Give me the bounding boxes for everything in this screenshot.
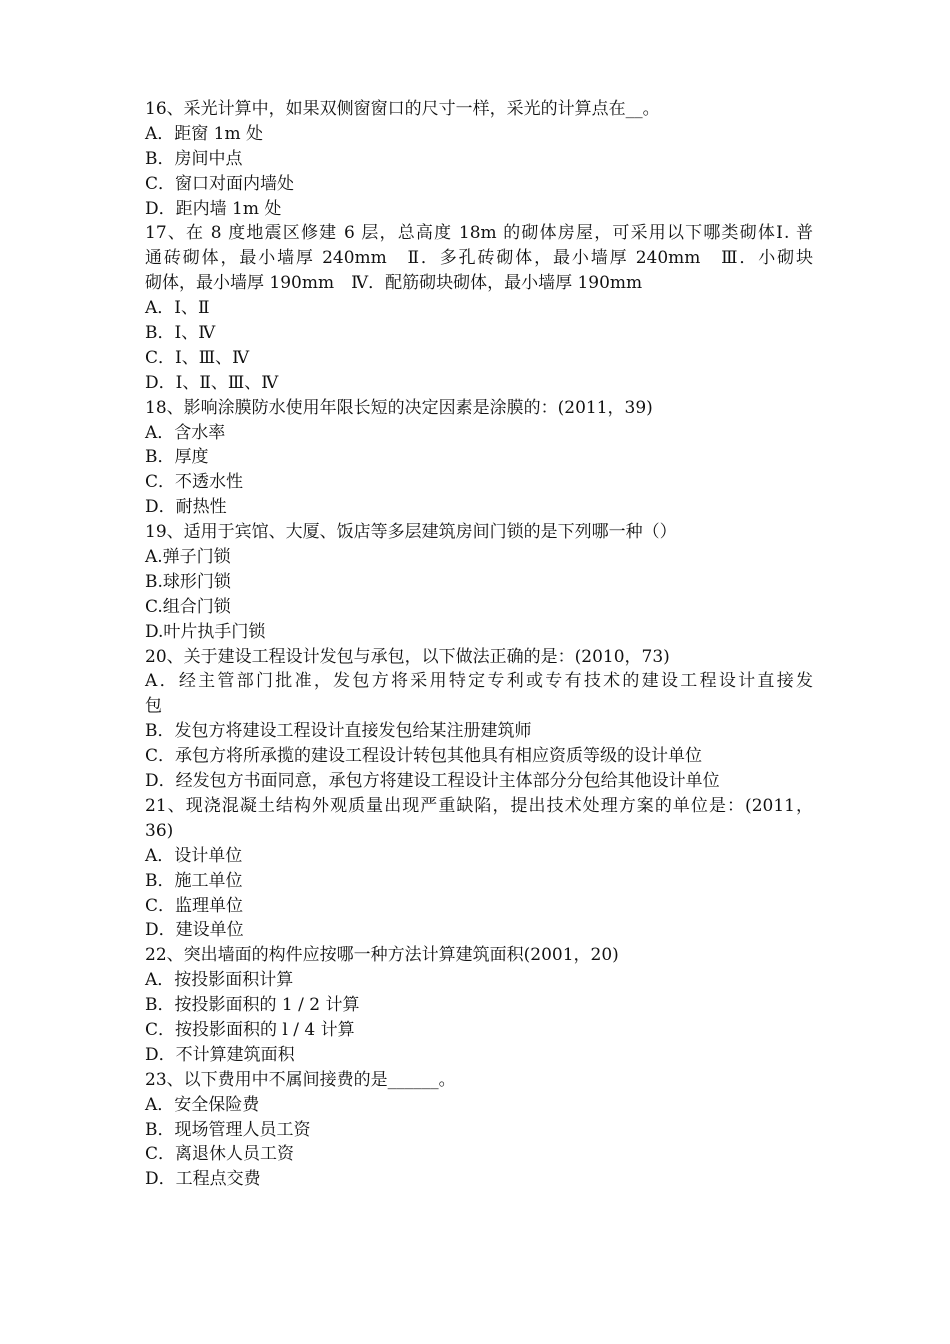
q16-stem: 16、采光计算中，如果双侧窗窗口的尺寸一样，采光的计算点在__。 [145, 99, 660, 119]
q19-option-a: A.弹子门锁 [145, 547, 231, 568]
q18-option-a: A．含水率 [145, 422, 226, 443]
q22-stem: 22、突出墙面的构件应按哪一种方法计算建筑面积(2001，20) [145, 945, 619, 966]
q23-stem: 23、以下费用中不属间接费的是______。 [145, 1069, 456, 1090]
q23-option-a: A．安全保险费 [145, 1094, 260, 1115]
q22-option-c: C．按投影面积的 l / 4 计算 [145, 1019, 355, 1040]
q20-stem: 20、关于建设工程设计发包与承包，以下做法正确的是：(2010，73) [145, 646, 670, 667]
q20-option-c: C．承包方将所承揽的建设工程设计转包其他具有相应资质等级的设计单位 [145, 746, 703, 767]
q17-stem-line-1: 17、在 8 度地震区修建 6 层，总高度 18m 的砌体房屋，可采用以下哪类砌体Ⅰ. 普 [145, 223, 813, 244]
q19-stem: 19、适用于宾馆、大厦、饭店等多层建筑房间门锁的是下列哪一种（） [145, 522, 677, 543]
q18-option-b: B．厚度 [145, 447, 209, 468]
q18-stem: 18、影响涂膜防水使用年限长短的决定因素是涂膜的：(2011，39) [145, 397, 653, 418]
q23-option-b: B．现场管理人员工资 [145, 1119, 311, 1140]
q23-option-d: D．工程点交费 [145, 1169, 261, 1190]
q18-option-d: D．耐热性 [145, 497, 227, 518]
q17-stem-line-2: 通砖砌体，最小墙厚 240mm Ⅱ．多孔砖砌体，最小墙厚 240mm Ⅲ．小砌块 [145, 248, 813, 269]
q16-option-a: A．距窗 1m 处 [145, 123, 264, 144]
q20-option-a-line-1: A．经主管部门批准，发包方将采用特定专利或专有技术的建设工程设计直接发 [145, 671, 813, 692]
q16-option-d: D．距内墙 1m 处 [145, 198, 282, 219]
q17-option-a: A．Ⅰ、Ⅱ [145, 298, 210, 319]
q17-option-b: B．Ⅰ、Ⅳ [145, 323, 216, 344]
q19-option-d: D.叶片执手门锁 [145, 621, 266, 642]
q21-stem-line-2: 36) [145, 820, 174, 841]
q17-option-d: D．Ⅰ、Ⅱ、Ⅲ、Ⅳ [145, 372, 279, 393]
q21-option-a: A．设计单位 [145, 845, 243, 866]
q16-option-c: C．窗口对面内墙处 [145, 173, 295, 194]
q20-option-d: D．经发包方书面同意，承包方将建设工程设计主体部分分包给其他设计单位 [145, 771, 720, 792]
q21-option-c: C．监理单位 [145, 895, 244, 916]
q20-option-b: B．发包方将建设工程设计直接发包给某注册建筑师 [145, 721, 532, 742]
q17-stem-line-3: 砌体，最小墙厚 190mm Ⅳ．配筋砌块砌体，最小墙厚 190mm [145, 273, 643, 294]
q22-option-d: D．不计算建筑面积 [145, 1044, 295, 1065]
q17-option-c: C．Ⅰ、Ⅲ、Ⅳ [145, 347, 250, 368]
q18-option-c: C．不透水性 [145, 472, 244, 493]
q19-option-b: B.球形门锁 [145, 571, 231, 592]
q22-option-b: B．按投影面积的 1 / 2 计算 [145, 995, 360, 1016]
q20-option-a-line-2: 包 [145, 696, 162, 717]
q16-option-b: B．房间中点 [145, 148, 243, 169]
q19-option-c: C.组合门锁 [145, 596, 231, 617]
q21-option-b: B．施工单位 [145, 870, 243, 891]
q21-stem-line-1: 21、现浇混凝土结构外观质量出现严重缺陷，提出技术处理方案的单位是：(2011， [145, 795, 813, 816]
q21-option-d: D．建设单位 [145, 920, 244, 941]
question-list [145, 97, 813, 1192]
q23-option-c: C．离退休人员工资 [145, 1144, 295, 1165]
q22-option-a: A．按投影面积计算 [145, 970, 294, 991]
